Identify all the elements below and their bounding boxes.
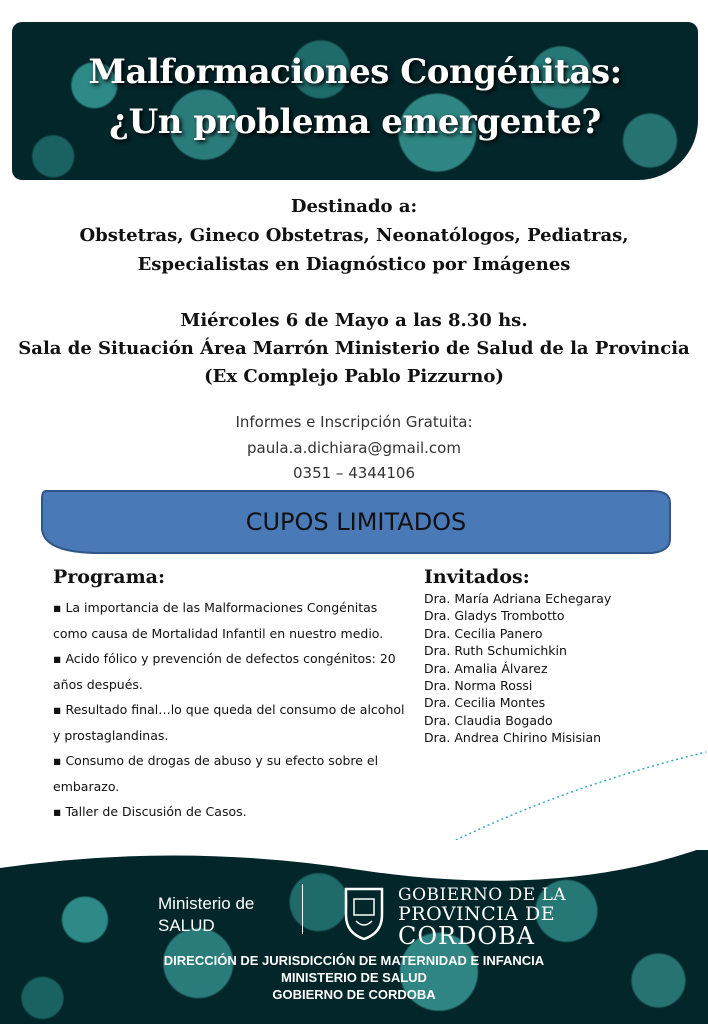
gov-line-2: PROVINCIA DE [398,903,556,925]
contact-email[interactable]: paula.a.dichiara@gmail.com [247,439,461,457]
guest-item: Dra. Cecilia Panero [424,625,543,641]
guest-item: Dra. Gladys Trombotto [424,608,565,624]
guest-item: Dra. Amalia Álvarez [424,660,548,676]
gov-line-1: GOBIERNO DE LA [398,885,567,905]
title-line-1: Malformaciones Congénitas: [88,52,622,92]
title-line-2: ¿Un problema emergente? [109,102,601,142]
guests-list [424,590,611,747]
event-venue-note: (Ex Complejo Pablo Pizzurno) [204,366,504,387]
ministry-line-1: Ministerio de [158,894,255,913]
program-item: ▪ Consumo de drogas de abuso y su efecto sobre el embarazo. [53,753,379,794]
contact-label: Informes e Inscripción Gratuita: [235,413,473,431]
audience-line-2: Especialistas en Diagnóstico por Imágenes [137,254,571,275]
program-item: ▪ Taller de Discusión de Casos. [53,804,247,819]
contact-phone: 0351 – 4344106 [292,464,415,482]
header-banner [12,22,698,180]
guests-heading: Invitados: [424,566,530,588]
gov-line-3: CORDOBA [398,922,535,950]
cupos-banner-text: CUPOS LIMITADOS [245,508,467,536]
footer-line-3: GOBIERNO DE CORDOBA [272,987,436,1002]
cordoba-shield-icon [340,885,388,941]
program-list [53,595,413,825]
program-item: ▪ Resultado final…lo que queda del consumo de alcohol y prostaglandinas. [53,702,405,743]
audience-line-1: Obstetras, Gineco Obstetras, Neonatólogos, Pediatras, [79,225,629,246]
ministerio-salud-logo [158,893,254,937]
footer-line-1: DIRECCIÓN DE JURISDICCIÓN DE MATERNIDAD E INFANCIA [163,953,545,968]
audience-heading: Destinado a: [290,196,418,217]
program-heading: Programa: [53,566,166,588]
guest-item: Dra. María Adriana Echegaray [424,591,612,606]
guest-item: Dra. Norma Rossi [424,678,533,694]
guest-item: Dra. Cecilia Montes [424,695,546,711]
footer-line-2: MINISTERIO DE SALUD [281,970,427,985]
guest-item: Dra. Andrea Chirino Misisian [424,730,602,746]
gobierno-cordoba-logo [398,886,566,948]
program-item: ▪ La importancia de las Malformaciones Congénitas como causa de Mortalidad Infantil en nuestro medio. [53,600,384,641]
program-item: ▪ Acido fólico y prevención de defectos congénitos: 20 años después. [53,651,396,692]
logo-divider [302,884,303,934]
event-date: Miércoles 6 de Mayo a las 8.30 hs. [180,310,528,331]
guest-item: Dra. Claudia Bogado [424,712,553,728]
guest-item: Dra. Ruth Schumichkin [424,643,567,659]
event-venue: Sala de Situación Área Marrón Ministerio de Salud de la Provincia [18,338,690,359]
footer-text [0,952,708,1003]
ministry-line-2: SALUD [158,916,215,935]
